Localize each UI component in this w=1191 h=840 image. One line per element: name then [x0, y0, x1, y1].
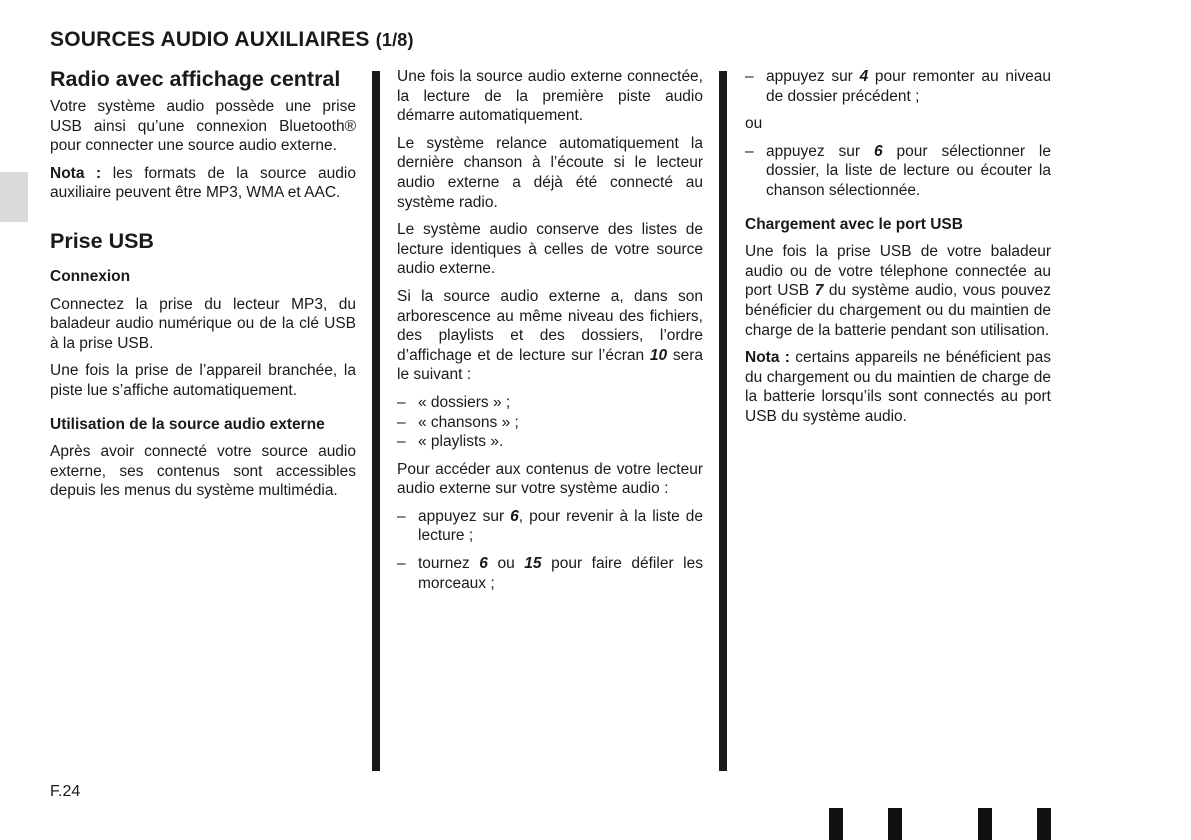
dash: –	[397, 433, 406, 451]
list-item	[397, 554, 703, 593]
dash: –	[745, 68, 754, 85]
column-divider-2	[719, 71, 727, 771]
text: Une fois la prise USB de votre baladeur audio ou de votre télephone connectée au port USB	[745, 243, 1051, 300]
column-1	[50, 67, 356, 509]
paragraph-chargement	[745, 242, 1051, 340]
nota-label: Nota :	[50, 164, 102, 182]
paragraph-radio: Votre système audio possède une prise USB ainsi qu’une connexion Bluetooth® pour connecter une source audio externe.	[50, 98, 356, 155]
heading-chargement: Chargement avec le port USB	[745, 215, 963, 233]
text: du système audio, vous pouvez bénéficier du chargement ou du maintien de charge de la batterie pendant son utilisation.	[745, 282, 1051, 339]
print-mark	[978, 808, 992, 840]
text: appuyez sur	[766, 142, 874, 160]
list-item	[745, 67, 1051, 106]
side-tab-marker	[0, 172, 28, 222]
button-number: 15	[524, 555, 542, 573]
text: pour sélectionner le dossier, la liste de lecture ou écouter la chanson sélectionnée.	[766, 142, 1051, 199]
heading-usb: Prise USB	[50, 228, 154, 253]
paragraph-4	[397, 287, 703, 385]
button-number: 6	[479, 555, 488, 573]
or-text: ou	[745, 115, 763, 133]
page-number: F.24	[50, 783, 81, 800]
text: appuyez sur	[766, 68, 860, 85]
text: tournez	[418, 555, 480, 573]
paragraph-2: Le système relance automatiquement la dernière chanson à l’écoute si le lecteur audio externe a déjà été connecté au système radio.	[397, 134, 703, 211]
text: pour remonter au niveau de dossier précédent ;	[766, 68, 1051, 105]
print-mark	[1037, 808, 1051, 840]
nota-text: les formats de la source audio auxiliaire peuvent être MP3, WMA et AAC.	[50, 164, 356, 202]
dash: –	[397, 555, 406, 573]
column-divider-1	[372, 71, 380, 771]
list-item-text: « chansons » ;	[418, 413, 519, 431]
list-item	[397, 507, 703, 546]
print-mark	[829, 808, 843, 840]
list-item	[745, 142, 1051, 201]
text: , pour revenir à la liste de lecture ;	[418, 507, 703, 545]
list-item-text: « playlists ».	[418, 433, 504, 451]
dash: –	[397, 413, 406, 431]
heading-utilisation: Utilisation de la source audio externe	[50, 415, 325, 433]
print-mark	[888, 808, 902, 840]
paragraph-connexion-2: Une fois la prise de l’appareil branchée, la piste lue s’affiche automatiquement.	[50, 362, 356, 399]
heading-radio: Radio avec affichage central	[50, 67, 341, 91]
screen-number: 10	[649, 346, 668, 364]
nota-radio	[50, 164, 356, 203]
button-number: 4	[859, 68, 869, 85]
paragraph-5: Pour accéder aux contenus de votre lecteur audio externe sur votre système audio :	[397, 460, 703, 498]
button-number: 6	[510, 507, 519, 525]
nota-label: Nota :	[745, 349, 790, 367]
text: pour faire défiler les morceaux ;	[418, 555, 703, 592]
title-text: SOURCES AUDIO AUXILIAIRES	[50, 28, 370, 51]
list-item-text: « dossiers » ;	[418, 393, 511, 411]
text: sera le suivant :	[397, 346, 703, 384]
nota-chargement	[745, 348, 1051, 426]
page-counter: (1/8)	[375, 30, 414, 50]
dash: –	[745, 142, 754, 160]
page-title	[50, 28, 414, 52]
paragraph-connexion-1: Connectez la prise du lecteur MP3, du baladeur audio numérique ou de la clé USB à la prise USB.	[50, 295, 356, 352]
text: ou	[487, 555, 525, 573]
column-2	[397, 67, 703, 601]
list-item	[397, 393, 703, 413]
dash: –	[397, 507, 406, 525]
port-number: 7	[814, 282, 824, 300]
heading-connexion: Connexion	[50, 267, 131, 285]
button-number: 6	[873, 142, 883, 160]
column-3	[745, 67, 1051, 435]
order-list	[397, 393, 703, 452]
dash: –	[397, 393, 406, 411]
text: Si la source audio externe a, dans son arborescence au même niveau des fichiers, des playlists et des dossiers, l’ordre d’affichage et de lecture sur l’écran	[397, 287, 703, 364]
paragraph-1: Une fois la source audio externe connectée, la lecture de la première piste audio démarre automatiquement.	[397, 68, 703, 125]
nota-text: certains appareils ne bénéficient pas du chargement ou du maintien de charge de la batterie lorsqu’ils sont connectés au port USB du système audio.	[745, 349, 1051, 425]
text: appuyez sur	[418, 507, 511, 525]
list-item	[397, 413, 703, 433]
list-item	[397, 432, 703, 452]
paragraph-utilisation: Après avoir connecté votre source audio externe, ses contenus sont accessibles depuis les menus du système multimédia.	[50, 443, 356, 500]
paragraph-3: Le système audio conserve des listes de lecture identiques à celles de votre source audio externe.	[397, 221, 703, 278]
